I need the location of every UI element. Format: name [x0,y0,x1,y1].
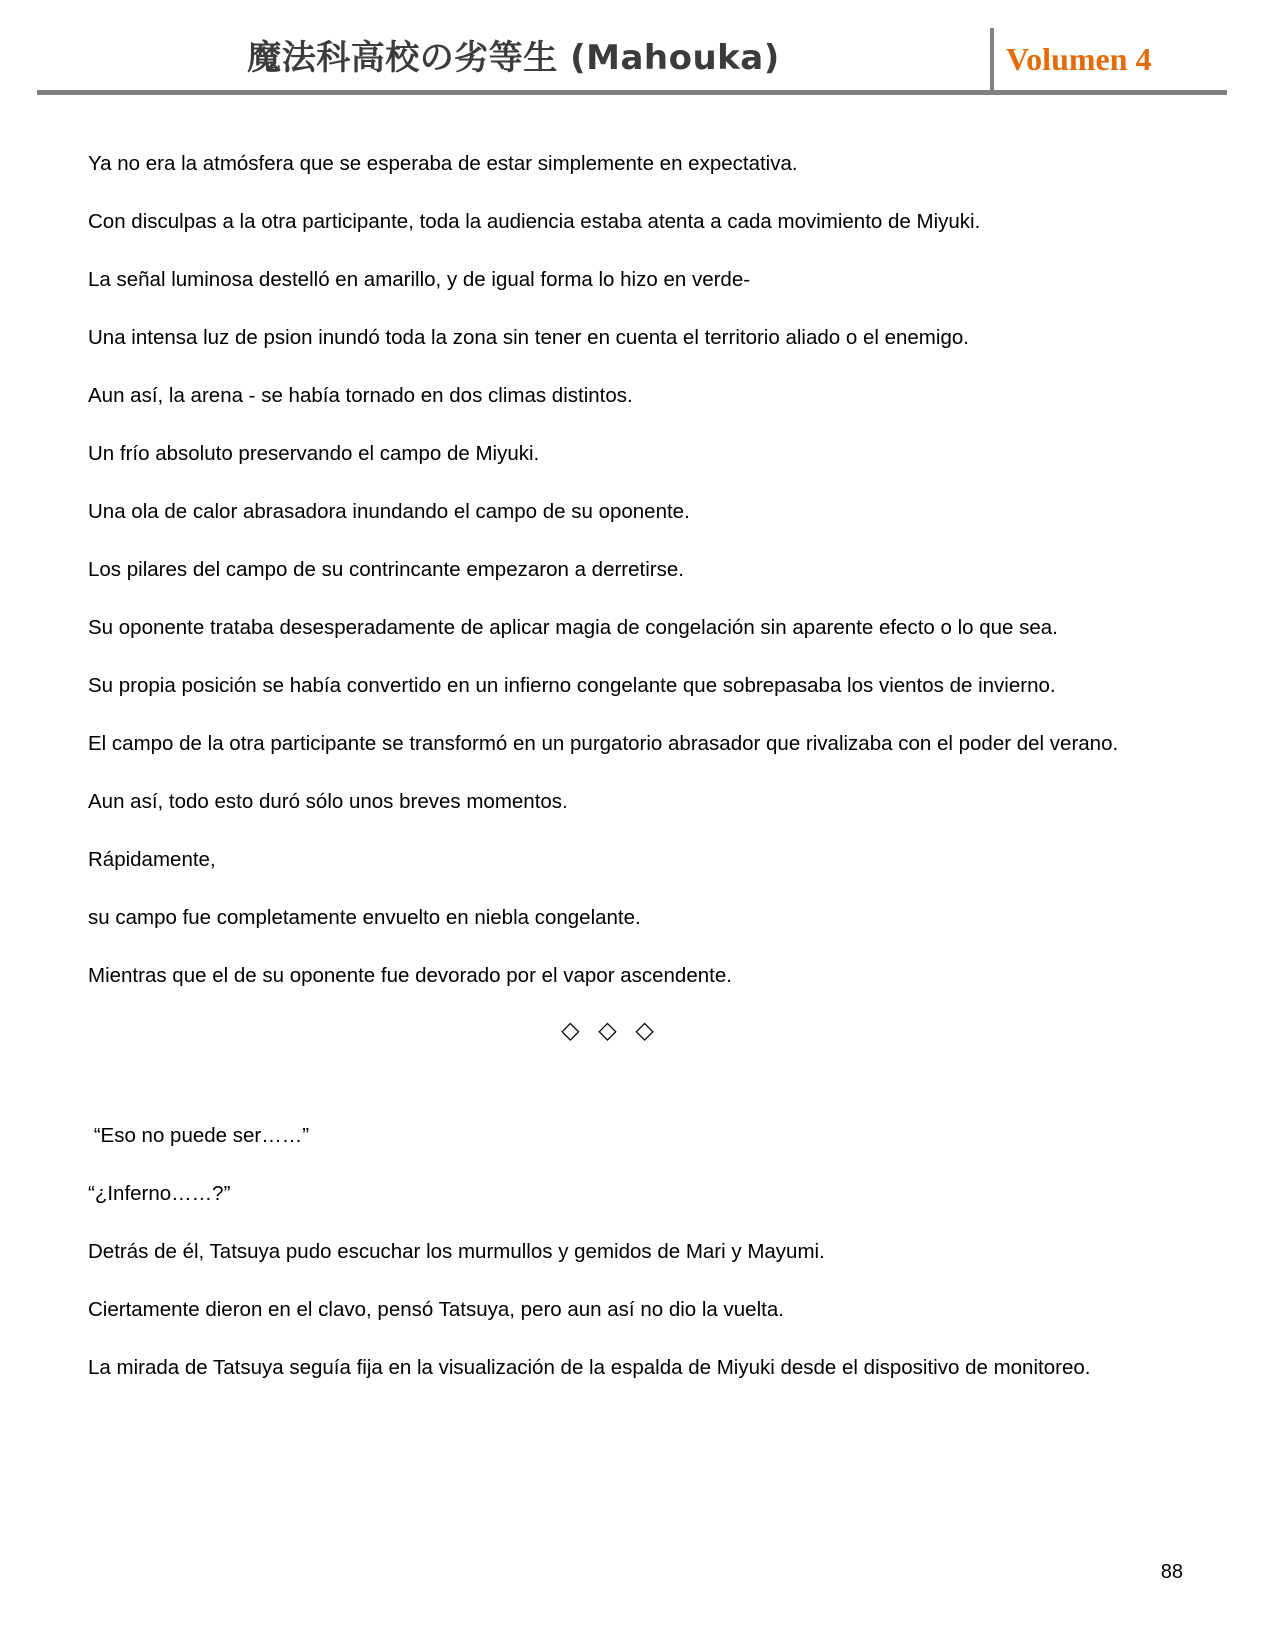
document-title: 魔法科高校の劣等生 (Mahouka) [247,38,780,78]
scene-divider: ◇ ◇ ◇ [561,1017,660,1044]
header-volume-area [990,28,1227,90]
dialogue-line: “¿Inferno……?” [88,1182,231,1205]
paragraph: Rápidamente, [88,848,216,871]
paragraph: La mirada de Tatsuya seguía fija en la visualización de la espalda de Miyuki desde el dispositivo de monitoreo. [88,1356,1091,1379]
paragraph: Su oponente trataba desesperadamente de aplicar magia de congelación sin aparente efecto o lo que sea. [88,616,1058,639]
page-body [88,148,1133,1384]
paragraph: Su propia posición se había convertido en un infierno congelante que sobrepasaba los vientos de invierno. [88,674,1056,697]
paragraph: Aun así, todo esto duró sólo unos breves momentos. [88,790,568,813]
paragraph: Con disculpas a la otra participante, toda la audiencia estaba atenta a cada movimiento de Miyuki. [88,210,981,233]
volume-label: Volumen 4 [1006,40,1152,77]
paragraph: Un frío absoluto preservando el campo de Miyuki. [88,442,540,465]
dialogue-line: “Eso no puede ser……” [88,1124,310,1147]
page-number: 88 [1160,1561,1183,1583]
page-header [37,28,1227,95]
paragraph: Ya no era la atmósfera que se esperaba de estar simplemente en expectativa. [88,152,798,175]
paragraph: Mientras que el de su oponente fue devorado por el vapor ascendente. [88,964,732,987]
paragraph: El campo de la otra participante se transformó en un purgatorio abrasador que rivalizaba con el poder del verano. [88,732,1119,755]
paragraph: Aun así, la arena - se había tornado en dos climas distintos. [88,384,633,407]
paragraph: Detrás de él, Tatsuya pudo escuchar los murmullos y gemidos de Mari y Mayumi. [88,1240,825,1263]
paragraph: Una intensa luz de psion inundó toda la zona sin tener en cuenta el territorio aliado o el enemigo. [88,326,969,349]
paragraph: La señal luminosa destelló en amarillo, y de igual forma lo hizo en verde- [88,268,751,291]
paragraph: su campo fue completamente envuelto en niebla congelante. [88,906,641,929]
paragraph: Ciertamente dieron en el clavo, pensó Tatsuya, pero aun así no dio la vuelta. [88,1298,784,1321]
paragraph: Los pilares del campo de su contrincante empezaron a derretirse. [88,558,684,581]
paragraph: Una ola de calor abrasadora inundando el campo de su oponente. [88,500,690,523]
header-title-area [37,28,990,90]
